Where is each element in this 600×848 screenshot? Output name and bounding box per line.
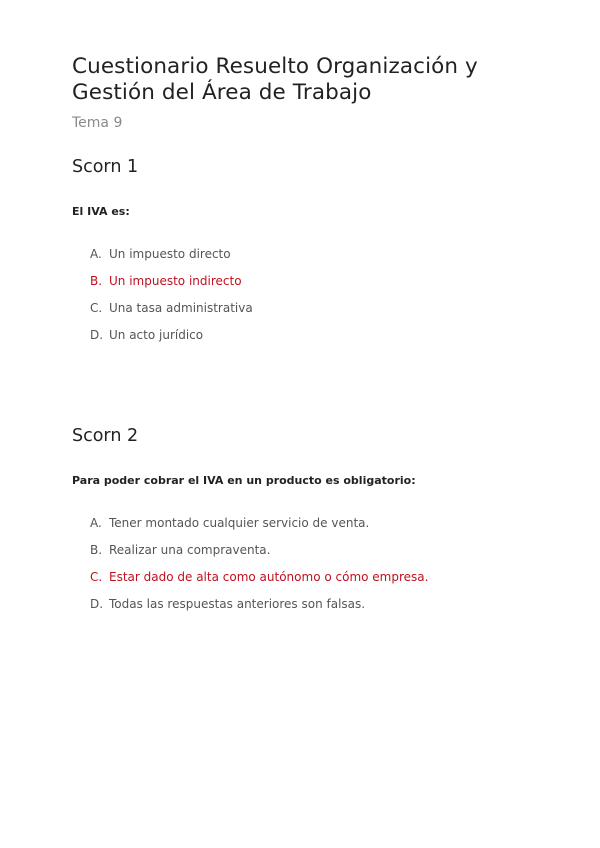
option-text: Un impuesto directo — [109, 247, 231, 261]
section-heading: Scorn 2 — [72, 426, 139, 446]
option-text: Un impuesto indirecto — [109, 274, 242, 288]
option-letter: B. — [90, 274, 103, 288]
page-title: Cuestionario Resuelto Organización y Gestión del Área de Trabajo — [72, 54, 478, 105]
option-letter: D. — [90, 328, 104, 342]
answer-option-a — [90, 516, 428, 543]
option-letter: D. — [90, 597, 104, 611]
option-text: Realizar una compraventa. — [109, 543, 271, 557]
option-letter: B. — [90, 543, 103, 557]
question-text: Para poder cobrar el IVA en un producto es obligatorio: — [72, 474, 416, 487]
page-subtitle: Tema 9 — [72, 115, 123, 131]
option-text: Todas las respuestas anteriores son falsas. — [109, 597, 366, 611]
option-text: Una tasa administrativa — [109, 301, 253, 315]
option-text: Estar dado de alta como autónomo o cómo empresa. — [109, 570, 429, 584]
answer-option-b — [90, 543, 428, 570]
answer-option-b — [90, 274, 253, 301]
section-heading: Scorn 1 — [72, 157, 139, 177]
option-letter: A. — [90, 516, 102, 530]
question-text: El IVA es: — [72, 205, 130, 218]
option-text: Un acto jurídico — [109, 328, 204, 342]
answer-option-a — [90, 247, 253, 274]
answer-option-d — [90, 597, 428, 624]
option-text: Tener montado cualquier servicio de venta. — [109, 516, 370, 530]
answer-options — [90, 516, 428, 624]
answer-option-c — [90, 301, 253, 328]
option-letter: C. — [90, 301, 103, 315]
option-letter: C. — [90, 570, 103, 584]
answer-option-d — [90, 328, 253, 355]
answer-option-c — [90, 570, 428, 597]
answer-options — [90, 247, 253, 355]
option-letter: A. — [90, 247, 102, 261]
